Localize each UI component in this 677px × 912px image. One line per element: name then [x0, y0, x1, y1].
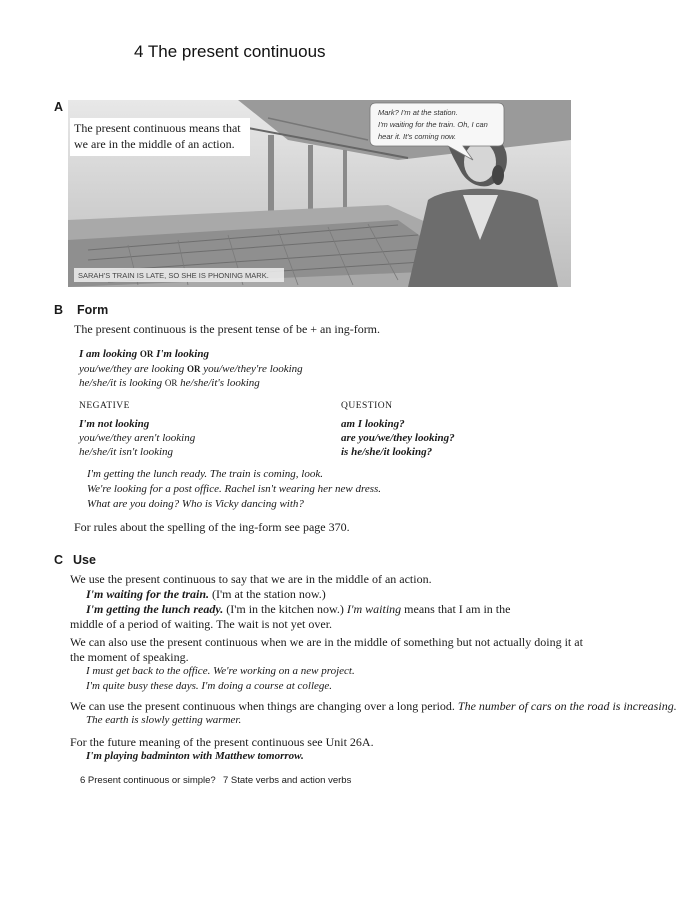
negative-line-1: I'm not looking — [79, 418, 150, 430]
section-b-title: Form — [77, 303, 109, 317]
question-label: QUESTION — [341, 401, 393, 411]
intro-line-1: The present continuous means that — [74, 121, 241, 135]
negative-label: NEGATIVE — [79, 401, 130, 411]
use-p2-text-1: We can also use the present continuous when we are in the middle of something but not actually doing it at — [70, 635, 583, 649]
use-p4-ex: I'm playing badminton with Matthew tomorrow. — [86, 750, 304, 762]
form-example-3: What are you doing? Who is Vicky dancing with? — [87, 498, 304, 510]
use-p3-ex2: The earth is slowly getting warmer. — [86, 714, 242, 726]
section-a-letter: A — [54, 100, 64, 114]
aff-line-3: he/she/it is looking OR he/she/it's looking — [79, 377, 260, 389]
use-p1-ex2: I'm getting the lunch ready. (I'm in the kitchen now.) I'm waiting means that I am in the — [86, 602, 511, 616]
page-title: 4 The present continuous — [134, 42, 326, 61]
section-c-title: Use — [73, 553, 96, 567]
form-intro: The present continuous is the present tense of be + an ing-form. — [74, 322, 381, 336]
question-line-3: is he/she/it looking? — [341, 446, 433, 458]
cross-ref-7[interactable]: 7 State verbs and action verbs — [223, 775, 352, 786]
aff-line-1: I am looking OR I'm looking — [79, 348, 209, 360]
use-p1-ex2-cont: middle of a period of waiting. The wait is not yet over. — [70, 617, 333, 631]
negative-line-3: he/she/it isn't looking — [79, 446, 174, 458]
section-b-letter: B — [54, 303, 64, 317]
use-p4-text: For the future meaning of the present continuous see Unit 26A. — [70, 735, 374, 749]
section-c-letter: C — [54, 553, 64, 567]
use-p2-text-2: the moment of speaking. — [70, 650, 189, 664]
use-p2-ex2: I'm quite busy these days. I'm doing a course at college. — [86, 680, 333, 692]
cross-ref-6[interactable]: 6 Present continuous or simple? — [80, 775, 216, 786]
spelling-note: For rules about the spelling of the ing-form see page 370. — [74, 520, 350, 534]
use-p2-ex1: I must get back to the office. We're working on a new project. — [86, 665, 355, 677]
question-line-1: am I looking? — [341, 418, 405, 430]
bubble-line-2: I'm waiting for the train. Oh, I can — [378, 120, 488, 129]
bubble-line-1: Mark? I'm at the station. — [378, 108, 458, 117]
form-example-2: We're looking for a post office. Rachel isn't wearing her new dress. — [87, 483, 382, 495]
use-p1-text: We use the present continuous to say that we are in the middle of an action. — [70, 572, 432, 586]
use-p3: We can use the present continuous when things are changing over a long period. The number of cars on the road is increasing. — [70, 699, 677, 713]
form-example-1: I'm getting the lunch ready. The train is coming, look. — [87, 468, 323, 480]
bubble-line-3: hear it. It's coming now. — [378, 132, 457, 141]
negative-line-2: you/we/they aren't looking — [79, 432, 196, 444]
aff-line-2: you/we/they are looking OR you/we/they're looking — [79, 363, 303, 375]
illustration-caption: SARAH'S TRAIN IS LATE, SO SHE IS PHONING MARK. — [78, 271, 269, 280]
question-line-2: are you/we/they looking? — [341, 432, 455, 444]
intro-line-2: we are in the middle of an action. — [74, 137, 235, 151]
use-p1-ex1: I'm waiting for the train. (I'm at the station now.) — [86, 587, 326, 601]
